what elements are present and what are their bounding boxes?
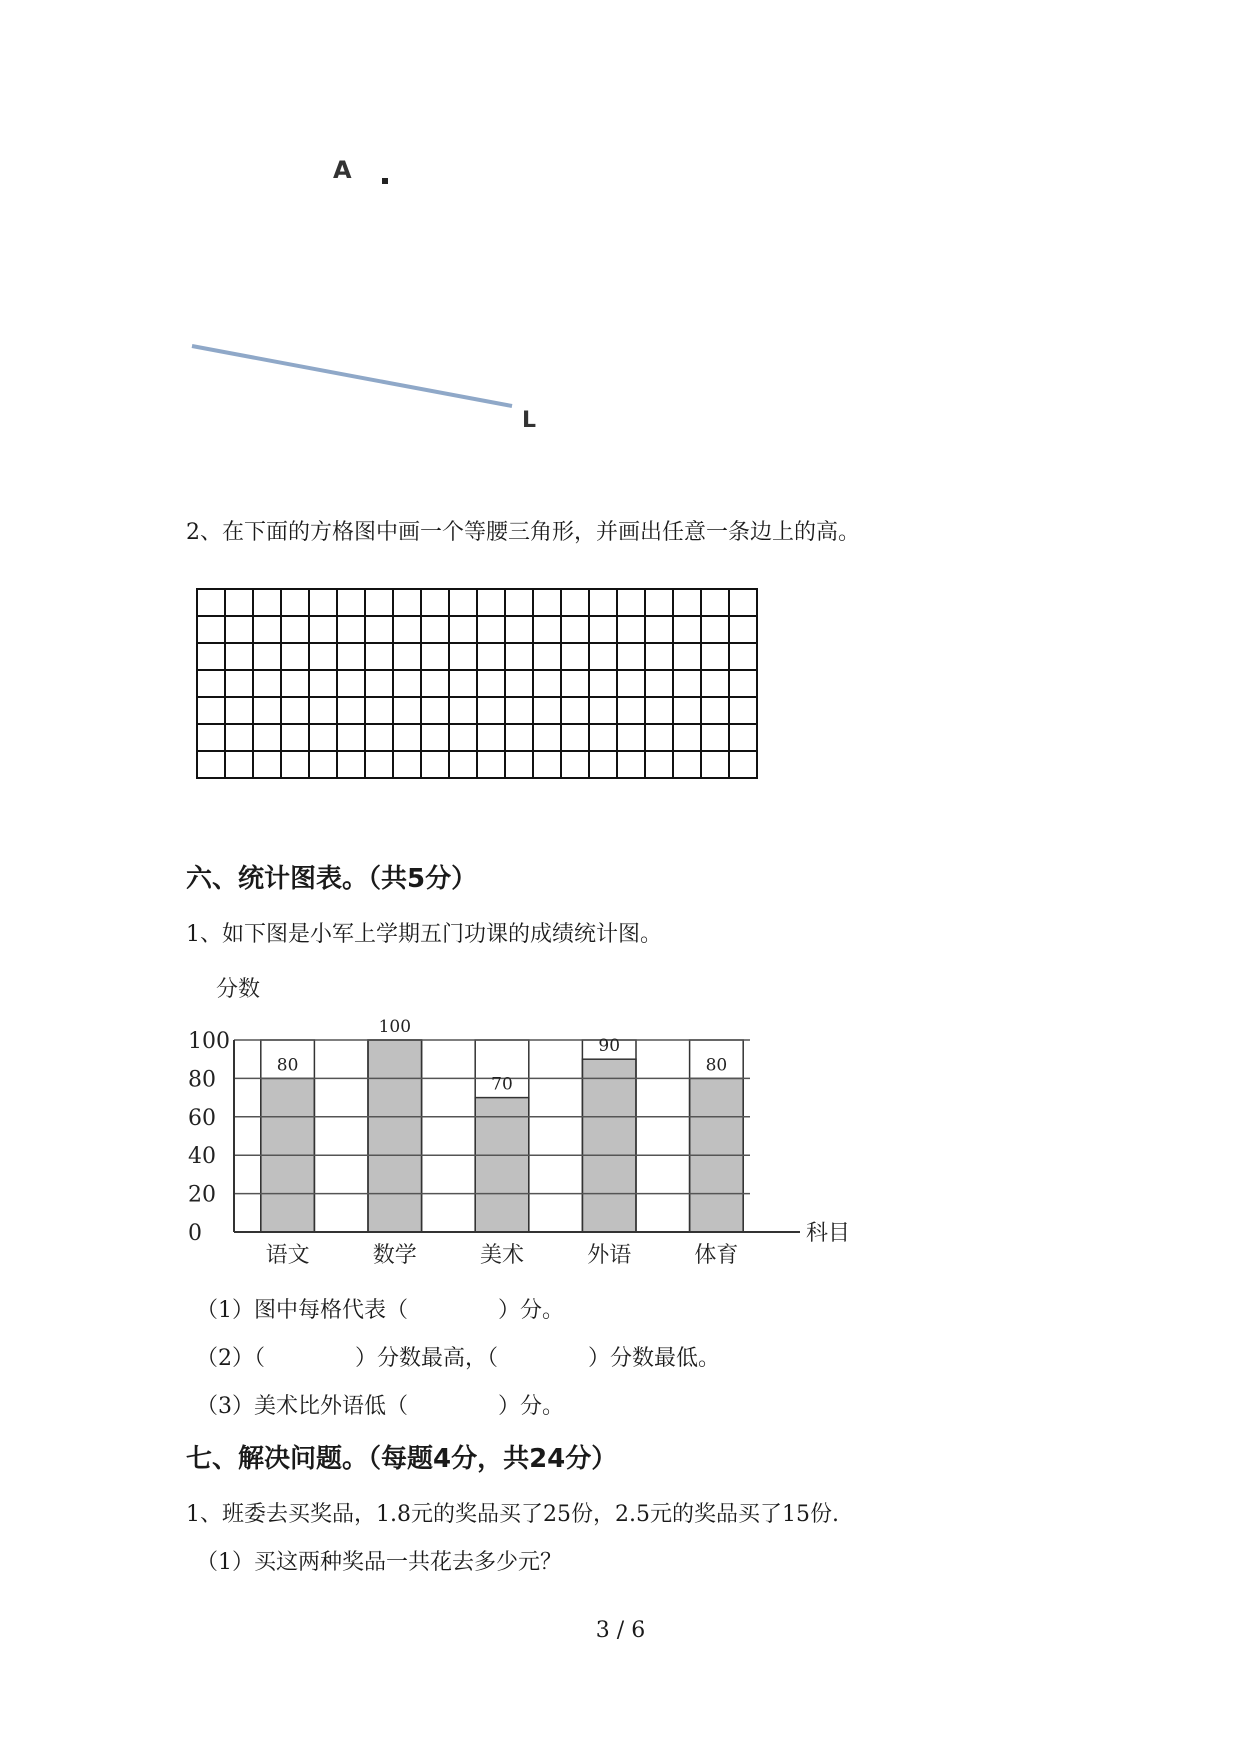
grid-cell[interactable]	[393, 697, 421, 724]
grid-cell[interactable]	[645, 643, 673, 670]
chart-y-tick-label: 60	[188, 1105, 216, 1131]
chart-bar	[582, 1059, 636, 1232]
grid-table	[196, 588, 758, 779]
grid-cell[interactable]	[589, 670, 617, 697]
grid-cell[interactable]	[337, 697, 365, 724]
grid-cell[interactable]	[617, 643, 645, 670]
chart-data-label: 90	[598, 1036, 621, 1057]
grid-cell[interactable]	[309, 751, 337, 778]
grid-cell[interactable]	[309, 724, 337, 751]
page-number: 3 / 6	[595, 1618, 646, 1643]
grid-cell[interactable]	[477, 589, 505, 616]
grid-cell[interactable]	[505, 724, 533, 751]
section-6-heading: 六、统计图表。（共5分）	[186, 864, 478, 894]
grid-cell[interactable]	[449, 724, 477, 751]
grid-cell[interactable]	[673, 643, 701, 670]
chart-y-tick-label: 20	[188, 1182, 216, 1208]
section-7-heading: 七、解决问题。（每题4分，共24分）	[186, 1444, 618, 1474]
chart-category-label: 语文	[265, 1243, 310, 1268]
grid-cell[interactable]	[309, 589, 337, 616]
grid-cell[interactable]	[729, 751, 757, 778]
grid-cell[interactable]	[309, 670, 337, 697]
grid-cell[interactable]	[281, 643, 309, 670]
grid-cell[interactable]	[197, 670, 225, 697]
chart-category-label: 数学	[372, 1243, 417, 1268]
grid-cell[interactable]	[449, 751, 477, 778]
grid-cell[interactable]	[421, 697, 449, 724]
grid-cell[interactable]	[701, 643, 729, 670]
grid-cell[interactable]	[393, 670, 421, 697]
grid-cell[interactable]	[477, 724, 505, 751]
grid-cell[interactable]	[589, 589, 617, 616]
grid-row	[197, 589, 757, 616]
grid-cell[interactable]	[477, 616, 505, 643]
grid-cell[interactable]	[393, 589, 421, 616]
sub-question-3	[196, 1392, 564, 1422]
chart-category-label: 外语	[587, 1243, 632, 1268]
grid-cell[interactable]	[645, 724, 673, 751]
grid-cell[interactable]	[505, 643, 533, 670]
chart-y-tick-label: 40	[188, 1144, 216, 1170]
grid-cell[interactable]	[281, 670, 309, 697]
grid-cell[interactable]	[281, 724, 309, 751]
grid-cell[interactable]	[505, 751, 533, 778]
grid-cell[interactable]	[393, 751, 421, 778]
chart-bar	[475, 1098, 529, 1232]
grid-cell[interactable]	[337, 670, 365, 697]
grid-cell[interactable]	[421, 616, 449, 643]
grid-cell[interactable]	[533, 643, 561, 670]
line-l	[0, 0, 1241, 460]
grid-cell[interactable]	[449, 589, 477, 616]
grid-cell[interactable]	[197, 697, 225, 724]
line-l-label: L	[522, 408, 537, 433]
chart-y-tick-label: 100	[188, 1029, 230, 1054]
grid-cell[interactable]	[533, 697, 561, 724]
chart-category-label: 体育	[694, 1243, 739, 1268]
grid-cell[interactable]	[533, 724, 561, 751]
grid-cell[interactable]	[421, 751, 449, 778]
grid-cell[interactable]	[561, 643, 589, 670]
section-7-question-1: 1、班委去买奖品，1.8元的奖品买了25份，2.5元的奖品买了15份.	[186, 1502, 839, 1527]
grid-cell[interactable]	[225, 670, 253, 697]
sub-question-1-suffix: ）分。	[498, 1298, 565, 1323]
grid-cell[interactable]	[281, 616, 309, 643]
section-7-sub-question-1: （1）买这两种奖品一共花去多少元？	[196, 1550, 562, 1575]
chart-bar	[368, 1040, 422, 1232]
grid-cell[interactable]	[505, 670, 533, 697]
grid-cell[interactable]	[365, 751, 393, 778]
grid-cell[interactable]	[561, 724, 589, 751]
grid-cell[interactable]	[225, 751, 253, 778]
grid-cell[interactable]	[309, 697, 337, 724]
chart-y-axis-title: 分数	[216, 977, 261, 1002]
grid-cell[interactable]	[197, 724, 225, 751]
grid-cell[interactable]	[337, 616, 365, 643]
grid-cell[interactable]	[645, 697, 673, 724]
grid-cell[interactable]	[561, 616, 589, 643]
grid-cell[interactable]	[589, 697, 617, 724]
chart-y-tick-label: 0	[188, 1221, 202, 1246]
grid-row	[197, 751, 757, 778]
grid-cell[interactable]	[197, 616, 225, 643]
grid-cell[interactable]	[421, 589, 449, 616]
grid-cell[interactable]	[589, 643, 617, 670]
grid-cell[interactable]	[225, 643, 253, 670]
grid-cell[interactable]	[253, 751, 281, 778]
grid-cell[interactable]	[729, 724, 757, 751]
grid-cell[interactable]	[309, 616, 337, 643]
grid-cell[interactable]	[393, 616, 421, 643]
line-l-segment	[192, 346, 512, 406]
grid-cell[interactable]	[701, 616, 729, 643]
grid-cell[interactable]	[617, 589, 645, 616]
grid-cell[interactable]	[309, 643, 337, 670]
grid-cell[interactable]	[421, 643, 449, 670]
grid-cell[interactable]	[617, 616, 645, 643]
grid-cell[interactable]	[393, 724, 421, 751]
grid-cell[interactable]	[393, 643, 421, 670]
grid-cell[interactable]	[253, 670, 281, 697]
grid-row	[197, 643, 757, 670]
grid-cell[interactable]	[337, 724, 365, 751]
sub-question-2-middle: ）分数最高，（	[355, 1346, 499, 1371]
grid-cell[interactable]	[673, 616, 701, 643]
grid-cell[interactable]	[505, 589, 533, 616]
grid-cell[interactable]	[421, 724, 449, 751]
grid-cell[interactable]	[645, 751, 673, 778]
sub-question-1	[196, 1296, 564, 1326]
grid-cell[interactable]	[533, 589, 561, 616]
grid-cell[interactable]	[225, 616, 253, 643]
grid-cell[interactable]	[197, 643, 225, 670]
grid-cell[interactable]	[729, 589, 757, 616]
grid-cell[interactable]	[589, 616, 617, 643]
grid-cell[interactable]	[701, 724, 729, 751]
grid-cell[interactable]	[561, 751, 589, 778]
grid-cell[interactable]	[365, 643, 393, 670]
sub-question-3-suffix: ）分。	[498, 1394, 565, 1419]
grid-cell[interactable]	[337, 643, 365, 670]
grid-cell[interactable]	[673, 751, 701, 778]
grid-cell[interactable]	[673, 670, 701, 697]
grid-cell[interactable]	[673, 589, 701, 616]
grid-cell[interactable]	[561, 697, 589, 724]
grid-cell[interactable]	[673, 724, 701, 751]
grid-cell[interactable]	[617, 697, 645, 724]
grid-row	[197, 697, 757, 724]
grid-cell[interactable]	[617, 751, 645, 778]
grid-cell[interactable]	[421, 670, 449, 697]
score-bar-chart	[180, 970, 880, 1270]
grid-cell[interactable]	[337, 589, 365, 616]
chart-category-label: 美术	[479, 1243, 525, 1268]
chart-data-label: 100	[378, 1017, 412, 1037]
grid-cell[interactable]	[645, 616, 673, 643]
grid-cell[interactable]	[701, 751, 729, 778]
grid-cell[interactable]	[561, 670, 589, 697]
grid-cell[interactable]	[253, 697, 281, 724]
grid-cell[interactable]	[449, 616, 477, 643]
grid-cell[interactable]	[729, 616, 757, 643]
grid-cell[interactable]	[449, 670, 477, 697]
chart-y-tick-label: 80	[188, 1067, 216, 1093]
grid-cell[interactable]	[281, 589, 309, 616]
sub-question-1-prefix: （1）图中每格代表（	[196, 1298, 408, 1323]
grid-cell[interactable]	[253, 724, 281, 751]
grid-cell[interactable]	[365, 697, 393, 724]
grid-cell[interactable]	[253, 616, 281, 643]
grid-cell[interactable]	[253, 643, 281, 670]
grid-cell[interactable]	[449, 697, 477, 724]
grid-cell[interactable]	[701, 589, 729, 616]
sub-question-2-suffix: ）分数最低。	[588, 1346, 721, 1371]
chart-x-axis-title: 科目	[806, 1221, 851, 1246]
grid-cell[interactable]	[225, 724, 253, 751]
grid-cell[interactable]	[729, 697, 757, 724]
grid-row	[197, 724, 757, 751]
grid-cell[interactable]	[225, 589, 253, 616]
grid-cell[interactable]	[701, 697, 729, 724]
sub-question-2-prefix: （2）（	[196, 1346, 265, 1371]
grid-row	[197, 616, 757, 643]
chart-data-label: 70	[491, 1074, 513, 1095]
chart-data-label: 80	[276, 1055, 299, 1076]
grid-cell[interactable]	[533, 670, 561, 697]
grid-row	[197, 670, 757, 697]
question-2-text: 2、在下面的方格图中画一个等腰三角形，并画出任意一条边上的高。	[186, 520, 860, 545]
grid-cell[interactable]	[281, 697, 309, 724]
grid-cell[interactable]	[337, 751, 365, 778]
grid-cell[interactable]	[197, 751, 225, 778]
grid-cell[interactable]	[477, 670, 505, 697]
drawing-grid[interactable]	[196, 588, 758, 779]
sub-question-3-prefix: （3）美术比外语低（	[196, 1394, 408, 1419]
grid-cell[interactable]	[477, 751, 505, 778]
grid-cell[interactable]	[617, 670, 645, 697]
grid-cell[interactable]	[561, 589, 589, 616]
grid-cell[interactable]	[197, 589, 225, 616]
sub-question-2	[196, 1344, 720, 1374]
grid-cell[interactable]	[645, 670, 673, 697]
grid-cell[interactable]	[477, 643, 505, 670]
grid-cell[interactable]	[533, 751, 561, 778]
grid-cell[interactable]	[645, 589, 673, 616]
grid-cell[interactable]	[225, 697, 253, 724]
grid-cell[interactable]	[365, 724, 393, 751]
grid-cell[interactable]	[701, 670, 729, 697]
grid-cell[interactable]	[505, 616, 533, 643]
grid-cell[interactable]	[449, 643, 477, 670]
grid-cell[interactable]	[589, 724, 617, 751]
grid-cell[interactable]	[477, 697, 505, 724]
grid-cell[interactable]	[281, 751, 309, 778]
point-a-label: A	[333, 156, 352, 184]
grid-cell[interactable]	[365, 589, 393, 616]
grid-cell[interactable]	[589, 751, 617, 778]
chart-data-label: 80	[705, 1055, 728, 1076]
section-6-question-1: 1、如下图是小军上学期五门功课的成绩统计图。	[186, 922, 662, 947]
grid-cell[interactable]	[505, 697, 533, 724]
grid-cell[interactable]	[533, 616, 561, 643]
grid-cell[interactable]	[253, 589, 281, 616]
grid-cell[interactable]	[729, 643, 757, 670]
grid-cell[interactable]	[729, 670, 757, 697]
grid-cell[interactable]	[365, 670, 393, 697]
grid-cell[interactable]	[617, 724, 645, 751]
grid-cell[interactable]	[673, 697, 701, 724]
grid-cell[interactable]	[365, 616, 393, 643]
